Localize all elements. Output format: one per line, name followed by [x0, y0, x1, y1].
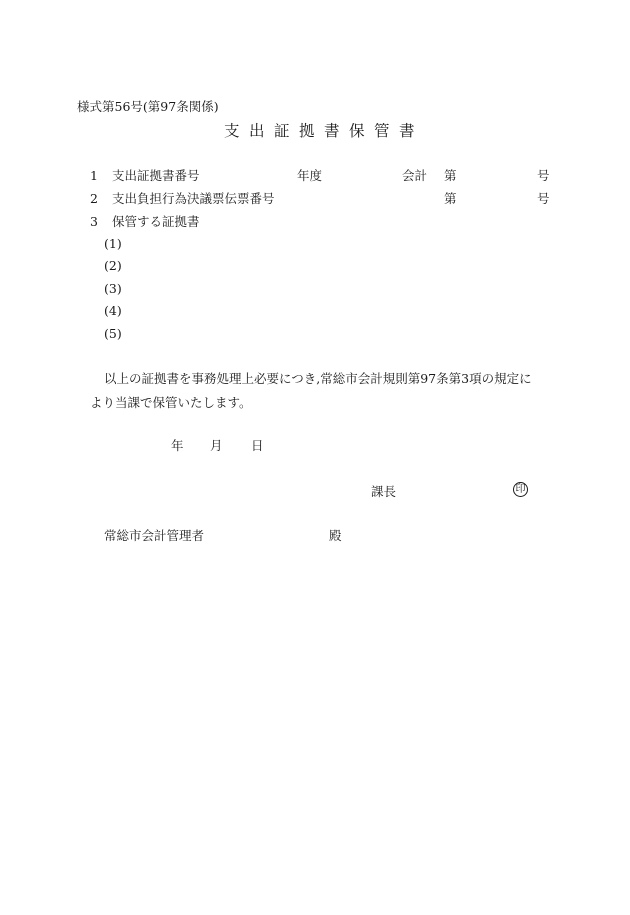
section-chief-label: 課長: [371, 484, 397, 499]
honorific: 殿: [329, 528, 342, 543]
sub-item: (3): [104, 281, 122, 296]
go-label: 号: [537, 191, 550, 206]
item-label: 保管する証拠書: [112, 214, 200, 229]
sub-item: (2): [104, 258, 122, 273]
dai-label: 第: [444, 168, 457, 183]
form-number: 様式第56号(第97条関係): [77, 99, 219, 114]
date-year-label: 年: [171, 438, 184, 453]
account-label: 会計: [402, 168, 428, 183]
item-number: 2: [90, 191, 98, 206]
dai-label: 第: [444, 191, 457, 206]
fiscal-year-label: 年度: [297, 168, 323, 183]
document-title: 支出証拠書保管書: [224, 122, 425, 140]
item-number: 1: [90, 168, 98, 183]
seal-icon: 印: [513, 482, 528, 497]
go-label: 号: [537, 168, 550, 183]
date-month-label: 月: [210, 438, 223, 453]
body-line-1: 以上の証拠書を事務処理上必要につき,常総市会計規則第97条第3項の規定に: [104, 371, 532, 386]
item-label: 支出負担行為決議票伝票番号: [112, 191, 275, 206]
item-label: 支出証拠書番号: [112, 168, 200, 183]
addressee-name: 常総市会計管理者: [104, 528, 205, 543]
sub-item: (1): [104, 236, 122, 251]
body-line-2: より当課で保管いたします。: [90, 395, 252, 410]
item-number: 3: [90, 214, 98, 229]
date-day-label: 日: [251, 438, 264, 453]
sub-item: (4): [104, 303, 122, 318]
sub-item: (5): [104, 326, 122, 341]
